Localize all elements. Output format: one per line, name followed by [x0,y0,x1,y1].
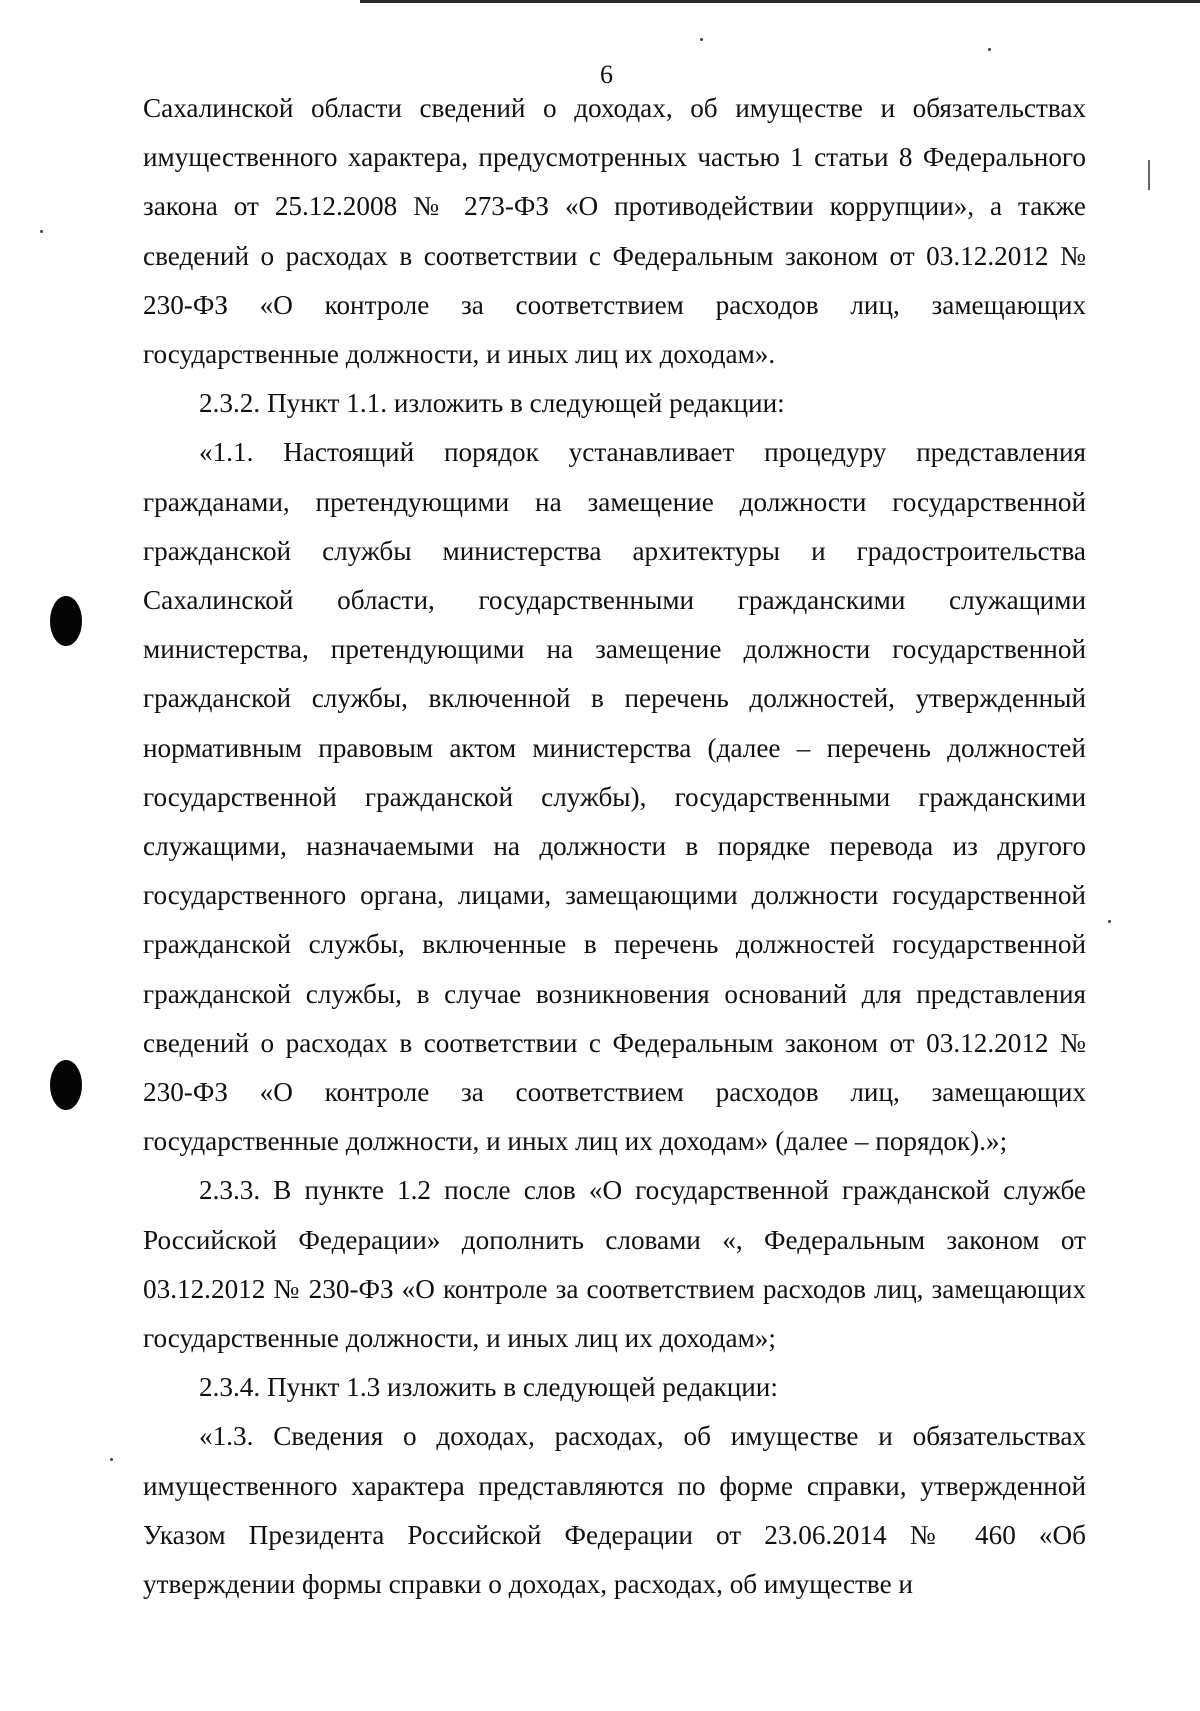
paragraph-2-3-4: 2.3.4. Пункт 1.3 изложить в следующей редакции: [199,1372,778,1403]
paragraph-2-3-2: 2.3.2. Пункт 1.1. изложить в следующей редакции: [199,388,785,419]
scan-top-border [360,0,1200,3]
scan-speck [700,38,703,41]
binder-hole-upper [50,596,82,646]
paragraph-1-3-quote: «1.3. Сведения о доходах, расходах, об имуществе и обязательствах имущественного характера представляются по форме справки, утвержденной Указом Президента Российской Федерации от 23.06.2014 № 460 «Об утверждении формы справки о доходах, расходах, об имуществе и [143,1421,1086,1600]
scan-speck [40,230,43,233]
scan-speck [1108,920,1111,923]
binder-hole-lower [50,1060,82,1110]
scan-margin-mark [1148,160,1150,190]
document-body [143,84,1086,1609]
paragraph-2-3-3: 2.3.3. В пункте 1.2 после слов «О государственной гражданской службе Российской Федерации» дополнить словами «, Федеральным законом от 03.12.2012 № 230-ФЗ «О контроле за соответствием расходов лиц, замещающих государственные должности, и иных лиц их доходам»; [143,1175,1086,1354]
scan-speck [988,48,991,51]
paragraph-continuation: Сахалинской области сведений о доходах, об имуществе и обязательствах имущественного характера, предусмотренных частью 1 статьи 8 Федерального закона от 25.12.2008 № 273-ФЗ «О противодействии коррупции», а также сведений о расходах в соответствии с Федеральным законом от 03.12.2012 № 230-ФЗ «О контроле за соответствием расходов лиц, замещающих государственные должности, и иных лиц их доходам». [143,93,1086,370]
scan-speck [110,1458,113,1461]
paragraph-1-1-quote: «1.1. Настоящий порядок устанавливает процедуру представления гражданами, претендующими на замещение должности государственной гражданской службы министерства архитектуры и градостроительства Сахалинской области, государственными гражданскими служащими министерства, претендующими на замещение должности государственной гражданской службы, включенной в перечень должностей, утвержденный нормативным правовым актом министерства (далее – перечень должностей государственной гражданской службы), государственными гражданскими служащими, назначаемыми на должности в порядке перевода из другого государственного органа, лицами, замещающими должности государственной гражданской службы, включенные в перечень должностей государственной гражданской службы, в случае возникновения оснований для представления сведений о расходах в соответствии с Федеральным законом от 03.12.2012 № 230-ФЗ «О контроле за соответствием расходов лиц, замещающих государственные должности, и иных лиц их доходам» (далее – порядок).»; [143,437,1086,1157]
page-number: 6 [600,60,613,89]
